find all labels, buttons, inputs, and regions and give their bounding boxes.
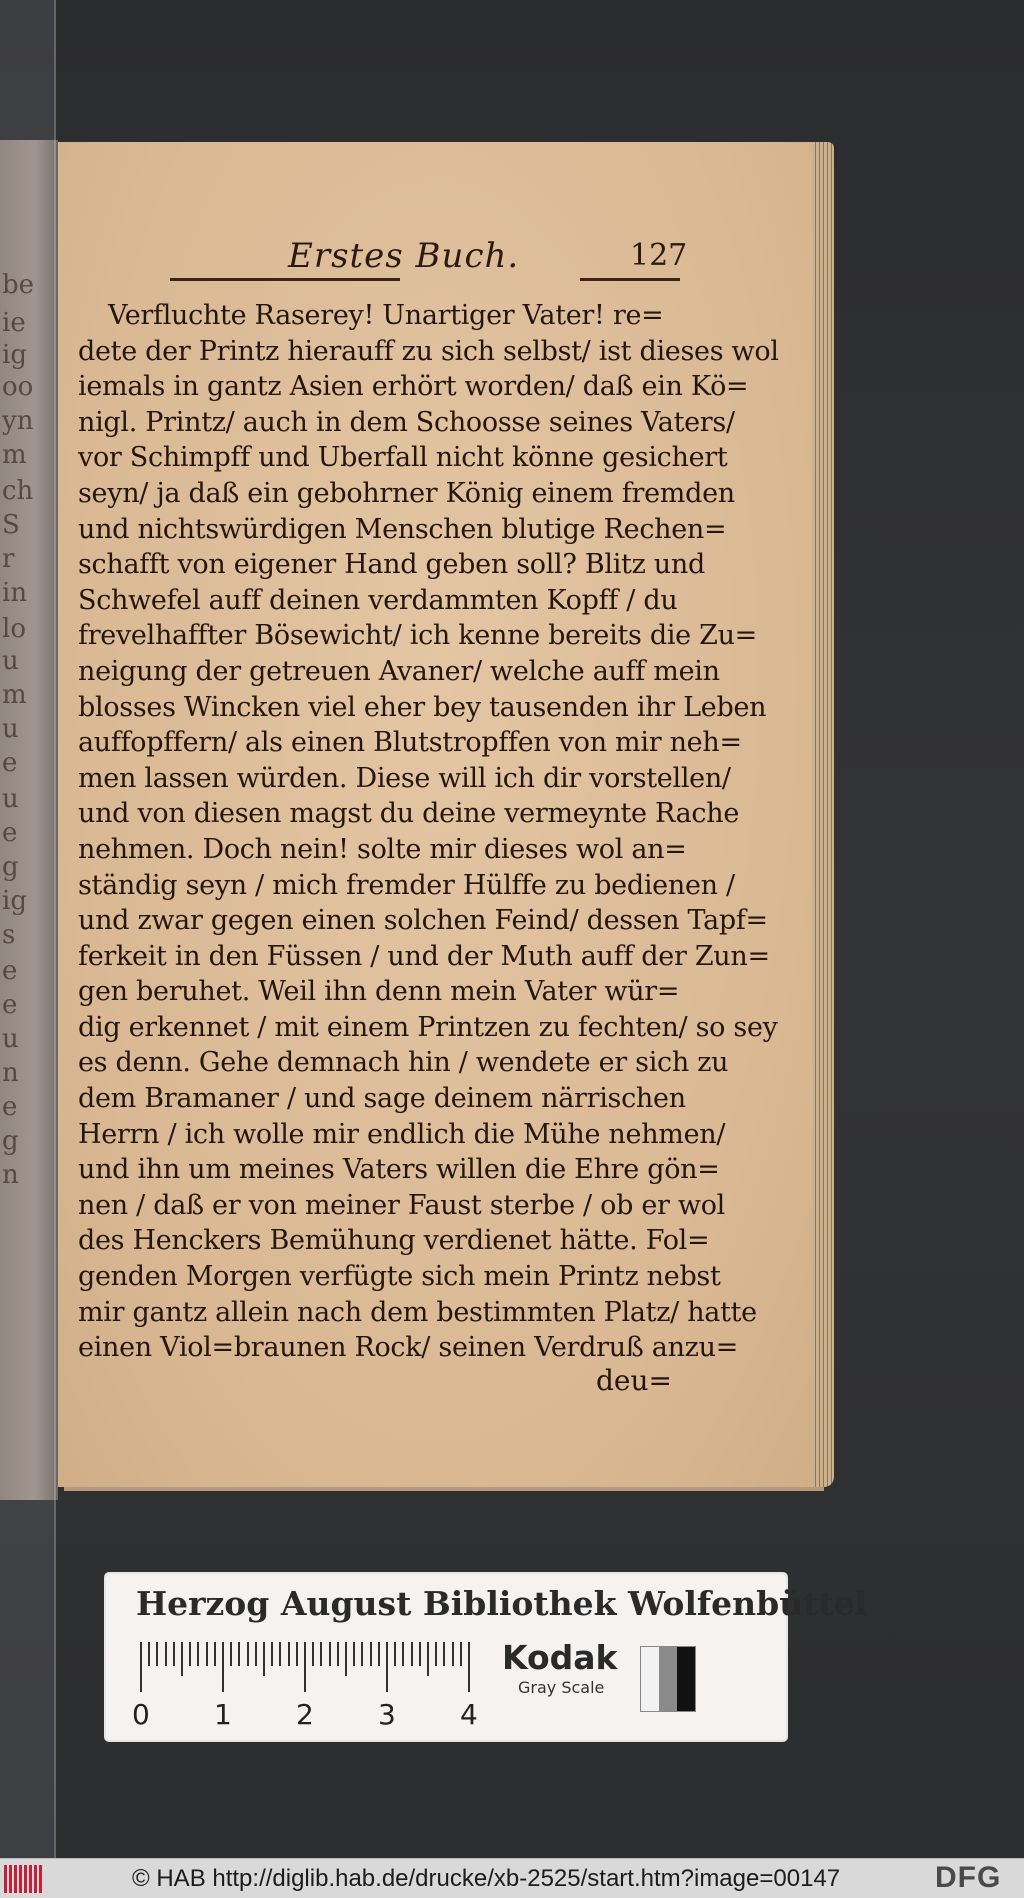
kodak-logo: Kodak (502, 1638, 618, 1677)
text-line: frevelhaffter Bösewicht/ ich kenne bereits die Zu= (78, 620, 757, 652)
text-line: dem Bramaner / und sage deinem närrischen (78, 1083, 686, 1115)
footer-bar (0, 1858, 1024, 1898)
text-line: Schwefel auff deinen verdammten Kopff / du (78, 584, 678, 616)
text-line: blosses Wincken viel eher bey tausenden ihr Leben (78, 691, 767, 723)
text-line: und von diesen magst du deine vermeynte Rache (78, 798, 740, 830)
ruler-tick (140, 1642, 142, 1692)
text-line: iemals in gantz Asien erhört worden/ daß ein Kö= (78, 371, 749, 403)
ruler-tick (255, 1642, 257, 1666)
ruler-tick (230, 1642, 232, 1666)
page-edges (812, 142, 834, 1487)
scale-number: 4 (460, 1698, 478, 1731)
body-text (78, 298, 779, 1366)
scale-number: 2 (296, 1698, 314, 1731)
ruler-tick (419, 1642, 421, 1666)
ruler-tick (238, 1642, 240, 1666)
ruler-tick (197, 1642, 199, 1666)
text-line: seyn/ ja daß ein gebohrner König einem fremden (78, 477, 735, 509)
ruler-tick (247, 1642, 249, 1666)
color-reference-card (106, 1574, 868, 1740)
scanner-edge (0, 0, 56, 1858)
text-line: dig erkennet / mit einem Printzen zu fechten/ so sey (78, 1011, 778, 1043)
head-rule-left (170, 278, 400, 281)
text-line: des Henckers Bemühung verdienet hätte. Fol= (78, 1225, 710, 1257)
ruler-tick (296, 1642, 298, 1666)
ruler-tick (304, 1642, 306, 1692)
facing-page-fragment: be ie ig oo yn m ch S r in lo u m u e u e g ig s e e u n e g n (0, 140, 58, 1500)
text-line: genden Morgen verfügte sich mein Printz nebst (78, 1261, 721, 1293)
text-line: und zwar gegen einen solchen Feind/ dessen Tapf= (78, 905, 768, 937)
running-head-title: Erstes Buch. (288, 236, 520, 276)
ruler-tick (214, 1642, 216, 1666)
scale-number: 3 (378, 1698, 396, 1731)
text-line: und nichtswürdigen Menschen blutige Rechen= (78, 513, 727, 545)
ruler-tick (361, 1642, 363, 1666)
ruler-tick (337, 1642, 339, 1666)
ruler-tick (386, 1642, 388, 1692)
barcode-icon (4, 1865, 44, 1893)
ruler-tick (378, 1642, 380, 1666)
ruler-tick (427, 1642, 429, 1676)
ruler-tick (271, 1642, 273, 1666)
catchword: deu= (596, 1364, 672, 1397)
scale-number: 1 (214, 1698, 232, 1731)
ruler-tick (181, 1642, 183, 1676)
text-line: nen / daß er von meiner Faust sterbe / ob er wol (78, 1189, 726, 1221)
source-credit[interactable]: © HAB http://diglib.hab.de/drucke/xb-2525/start.htm?image=00147 (132, 1865, 841, 1892)
ruler-tick (452, 1642, 454, 1666)
ruler-tick (394, 1642, 396, 1666)
ruler-tick (173, 1642, 175, 1666)
text-line: men lassen würden. Diese will ich dir vorstellen/ (78, 762, 731, 794)
text-line: mir gantz allein nach dem bestimmten Platz/ hatte (78, 1296, 757, 1328)
ruler-tick (222, 1642, 224, 1692)
text-line: und ihn um meines Vaters willen die Ehre gön= (78, 1154, 720, 1186)
ruler-tick (148, 1642, 150, 1666)
ruler-tick (468, 1642, 470, 1692)
ruler-tick (165, 1642, 167, 1666)
ruler-tick (443, 1642, 445, 1666)
ruler-scale (140, 1642, 480, 1692)
head-rule-right (580, 278, 680, 281)
ruler-tick (189, 1642, 191, 1666)
ruler-tick (460, 1642, 462, 1666)
text-line: neigung der getreuen Avaner/ welche auff mein (78, 655, 720, 687)
library-name: Herzog August Bibliothek Wolfenbüttel (136, 1584, 868, 1623)
ruler-tick (329, 1642, 331, 1666)
ruler-tick (206, 1642, 208, 1666)
running-head (140, 234, 688, 284)
text-line: nehmen. Doch nein! solte mir dieses wol an= (78, 833, 687, 865)
page-number: 127 (630, 238, 688, 273)
ruler-tick (435, 1642, 437, 1666)
ruler-tick (320, 1642, 322, 1666)
ruler-tick (411, 1642, 413, 1666)
dfg-logo: DFG (935, 1861, 1002, 1894)
ruler-tick (345, 1642, 347, 1676)
ruler-tick (156, 1642, 158, 1666)
gray-scale-label: Gray Scale (518, 1678, 605, 1697)
text-line: schafft von eigener Hand geben soll? Blitz und (78, 549, 705, 581)
text-line: dete der Printz hierauff zu sich selbst/ ist dieses wol (78, 335, 779, 367)
ruler-tick (370, 1642, 372, 1666)
ruler-tick (279, 1642, 281, 1666)
text-line: es denn. Gehe demnach hin / wendete er sich zu (78, 1047, 729, 1079)
text-line: gen beruhet. Weil ihn denn mein Vater wür= (78, 976, 680, 1008)
text-line: ferkeit in den Füssen / und der Muth auff der Zun= (78, 940, 770, 972)
text-line: ständig seyn / mich fremder Hülffe zu bedienen / (78, 869, 735, 901)
text-line: nigl. Printz/ auch in dem Schoosse seines Vaters/ (78, 406, 735, 438)
text-line: auffopffern/ als einen Blutstropffen von mir neh= (78, 727, 742, 759)
ruler-tick (402, 1642, 404, 1666)
ruler-numbers (132, 1698, 492, 1732)
ruler-tick (263, 1642, 265, 1676)
gray-swatch (640, 1646, 696, 1712)
text-line: vor Schimpff und Uberfall nicht könne gesichert (78, 442, 728, 474)
scale-number: 0 (132, 1698, 150, 1731)
ruler-tick (312, 1642, 314, 1666)
ruler-tick (353, 1642, 355, 1666)
text-line: Verfluchte Raserey! Unartiger Vater! re= (108, 300, 664, 331)
ruler-tick (288, 1642, 290, 1666)
text-line: Herrn / ich wolle mir endlich die Mühe nehmen/ (78, 1118, 726, 1150)
text-line: einen Viol=braunen Rock/ seinen Verdruß anzu= (78, 1332, 739, 1364)
